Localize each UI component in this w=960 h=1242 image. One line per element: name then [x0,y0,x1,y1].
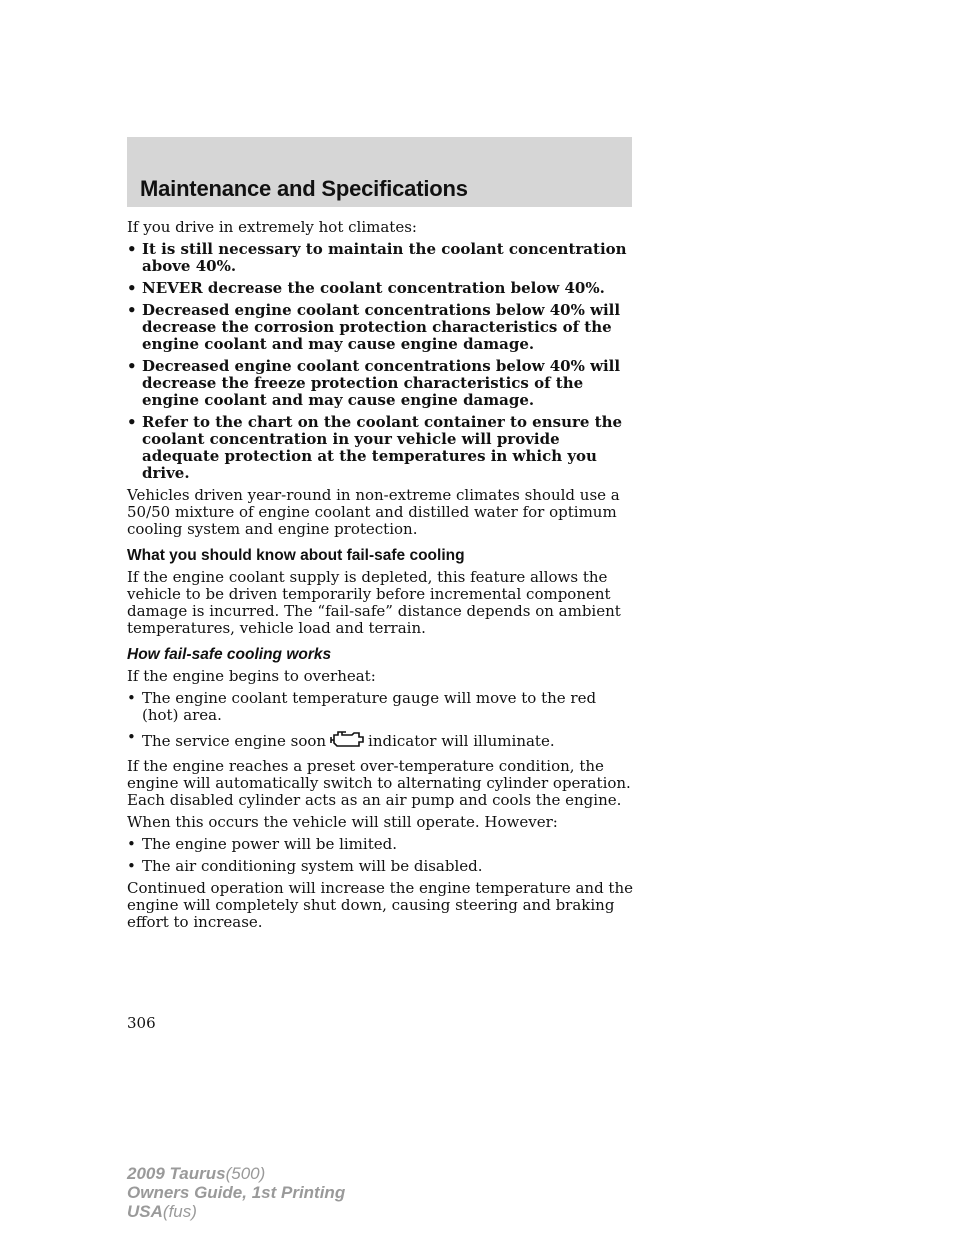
footer-guide: Owners Guide, 1st Printing [127,1183,346,1202]
failsafe-paragraph: If the engine coolant supply is depleted, this feature allows the vehicle to be driven temporarily before incremental component damage is incurred. The “fail-safe” distance depends on ambient temperatures, vehicle load and terrain. [127,568,621,637]
failsafe-heading: What you should know about fail-safe cooling [127,547,465,564]
how-heading: How fail-safe cooling works [127,646,332,663]
engine-icon [328,729,366,753]
bullet-icon: • [127,689,136,707]
footer-market: USA [127,1202,163,1221]
footer-imprint [127,1164,345,1221]
overheat-intro: If the engine begins to overheat: [127,667,376,685]
bullet-icon: • [127,413,137,431]
overheat-list [127,690,637,753]
bullet-icon: • [127,857,136,875]
non-extreme-paragraph: Vehicles driven year-round in non-extreme climates should use a 50/50 mixture of engine coolant and distilled water for optimum cooling system and engine protection. [127,486,620,538]
page-body [127,219,637,936]
page-number: 306 [127,1014,156,1032]
list-item: • The air conditioning system will be disabled. [127,857,483,875]
preset-paragraph: If the engine reaches a preset over-temperature condition, the engine will automatically switch to alternating cylinder operation. Each disabled cylinder acts as an air pump and cools the engine. [127,757,631,809]
list-item: • Decreased engine coolant concentrations below 40% will decrease the freeze protection characteristics of the engine coolant and may cause engine damage. [127,357,621,409]
bullet-icon: • [127,728,136,746]
footer-model-code: (500) [225,1164,266,1183]
bullet-icon: • [127,301,137,319]
list-item: • NEVER decrease the coolant concentration below 40%. [127,279,605,297]
bullet-icon: • [127,240,137,258]
bullet-icon: • [127,835,136,853]
intro-text: If you drive in extremely hot climates: [127,218,417,236]
bullet-icon: • [127,279,137,297]
list-item: • The service engine soon indicator will illuminate. [127,729,637,753]
operate-list [127,836,637,875]
list-item: • Refer to the chart on the coolant container to ensure the coolant concentration in your vehicle will provide adequate protection at the temperatures in which you drive. [127,413,623,482]
list-item: • It is still necessary to maintain the coolant concentration above 40%. [127,240,627,275]
continued-paragraph: Continued operation will increase the engine temperature and the engine will completely shut down, causing steering and braking effort to increase. [127,879,634,931]
operate-intro: When this occurs the vehicle will still operate. However: [127,813,558,831]
bullet-icon: • [127,357,137,375]
section-title: Maintenance and Specifications [140,176,468,201]
list-item: • The engine power will be limited. [127,835,397,853]
footer-model: 2009 Taurus [127,1164,226,1183]
hot-climate-list [127,241,637,482]
footer-market-code: (fus) [162,1202,197,1221]
list-item: • The engine coolant temperature gauge will move to the red (hot) area. [127,689,597,724]
list-item: • Decreased engine coolant concentrations below 40% will decrease the corrosion protection characteristics of the engine coolant and may cause engine damage. [127,301,621,353]
